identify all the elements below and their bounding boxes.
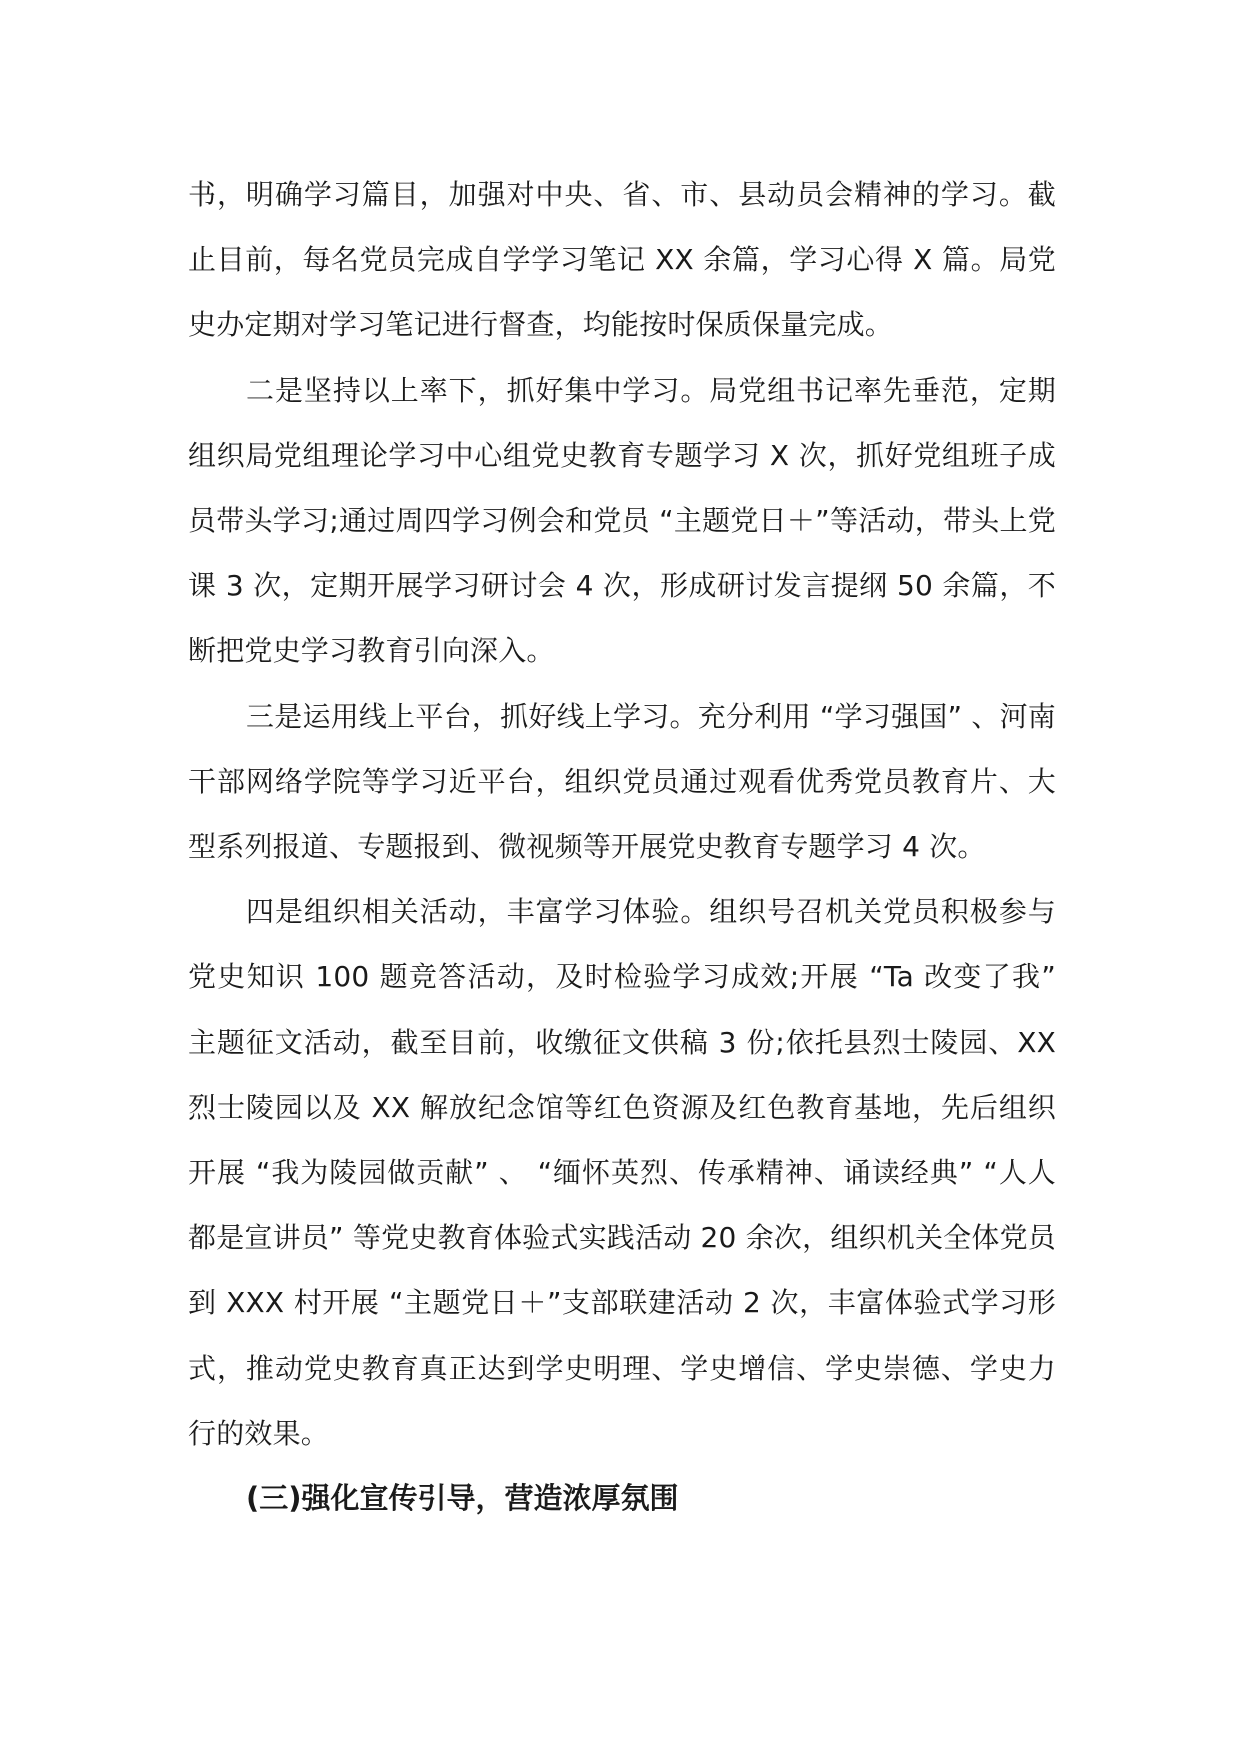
paragraph-study-notes: 书，明确学习篇目，加强对中央、省、市、县动员会精神的学习。截止目前，每名党员完成自学学习笔记 XX 余篇，学习心得 X 篇。局党史办定期对学习笔记进行督查，均能按时保质保量完成。 <box>188 178 1056 342</box>
section-heading: (三)强化宣传引导，营造浓厚氛围 <box>246 1481 679 1516</box>
paragraph-online-study: 三是运用线上平台，抓好线上学习。充分利用 “学习强国” 、河南干部网络学院等学习近平台，组织党员通过观看优秀党员教育片、大型系列报道、专题报到、微视频等开展党史教育专题学习 4 次。 <box>188 699 1056 864</box>
paragraph-centralized-study: 二是坚持以上率下，抓好集中学习。局党组书记率先垂范，定期组织局党组理论学习中心组党史教育专题学习 X 次，抓好党组班子成员带头学习;通过周四学习例会和党员 “主题党日＋”等活动，带头上党课 3 次，定期开展学习研讨会 4 次，形成研讨发言提纲 50 余篇，不断把党史学习教育引向深入。 <box>188 373 1056 668</box>
paragraph-activities: 四是组织相关活动，丰富学习体验。组织号召机关党员积极参与党史知识 100 题竞答活动，及时检验学习成效;开展 “Ta 改变了我” 主题征文活动，截至目前，收缴征文供稿 3 份;依托县烈士陵园、XX 烈士陵园以及 XX 解放纪念馆等红色资源及红色教育基地，先后组织开展 “我为陵园做贡献” 、 “缅怀英烈、传承精神、诵读经典” “人人都是宣讲员” 等党史教育体验式实践活动 20 余次，组织机关全体党员到 XXX 村开展 “主题党日＋”支部联建活动 2 次，丰富体验式学习形式，推动党史教育真正达到学史明理、学史增信、学史崇德、学史力行的效果。 <box>188 895 1056 1450</box>
document-page <box>188 162 1056 1531</box>
